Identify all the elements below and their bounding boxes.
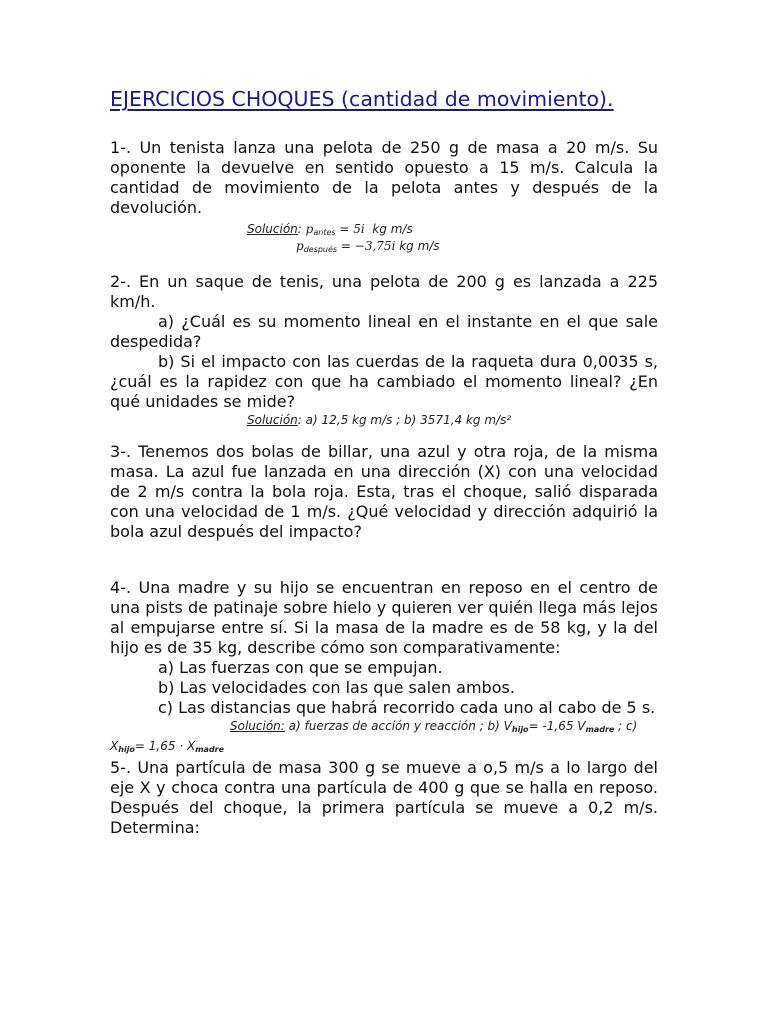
solution-label: Solución (247, 222, 298, 236)
x-symbol: X (110, 739, 119, 753)
solution-label: Solución (247, 413, 298, 427)
page-title: EJERCICIOS CHOQUES (cantidad de movimiento). (110, 87, 614, 111)
solution-label: Solución: (230, 719, 285, 733)
momentum-symbol: p (296, 239, 304, 253)
exercise-4-item-a: a) Las fuerzas con que se empujan. (158, 658, 443, 677)
despues-subscript: después (303, 245, 338, 254)
antes-unit: kg m/s (372, 222, 413, 236)
madre-subscript: madre (585, 725, 615, 734)
exercise-4-item-c: c) Las distancias que habrá recorrido cada uno al cabo de 5 s. (158, 698, 656, 717)
exercise-1-solution (110, 218, 658, 258)
solution-part-c: ; c) (614, 719, 638, 733)
exercise-2-text: 2-. En un saque de tenis, una pelota de 200 g es lanzada a 225 km/h. (110, 272, 658, 311)
solution-line-despues (296, 238, 440, 258)
exercise-4-solution (110, 718, 658, 758)
exercise-1-text: 1-. Un tenista lanza una pelota de 250 g de masa a 20 m/s. Su oponente la devuelve en sentido opuesto a 15 m/s. Calcula la cantidad de movimiento de la pelota antes y después de la devolución. (110, 138, 658, 217)
exercise-3-text: 3-. Tenemos dos bolas de billar, una azul y otra roja, de la misma masa. La azul fue lanzada en una dirección (X) con una velocidad de 2 m/s contra la bola roja. Esta, tras el choque, salió disparada con una velocidad de 1 m/s. ¿Qué velocidad y dirección adquirió la bola azul después del impacto? (110, 442, 658, 541)
document-page (110, 86, 658, 838)
despues-value: = −3,75i (340, 239, 396, 253)
solution-colon: : (297, 222, 302, 236)
exercise-5-text: 5-. Una partícula de masa 300 g se mueve a o,5 m/s a lo largo del eje X y choca contra una partícula de 400 g que se halla en reposo. Después del choque, la primera partícula se mueve a 0,2 m/s. Determina: (110, 758, 658, 837)
exercise-2-solution (110, 412, 658, 428)
exercise-2-item-a: a) ¿Cuál es su momento lineal en el instante en el que sale despedida? (110, 312, 658, 351)
solution-part-b: = -1,65 V (528, 719, 586, 733)
hijo-subscript: hijo (511, 725, 529, 734)
solution-text: : a) 12,5 kg m/s ; b) 3571,4 kg m/s² (297, 413, 512, 427)
exercise-2-item-b: b) Si el impacto con las cuerdas de la raqueta dura 0,0035 s, ¿cuál es la rapidez con que ha cambiado el momento lineal? ¿En qué unidades se mide? (110, 352, 658, 411)
hijo-subscript: hijo (118, 745, 135, 754)
exercise-4-item-b: b) Las velocidades con las que salen ambos. (158, 678, 515, 697)
solution-x-relation: = 1,65 · X (134, 739, 196, 753)
antes-subscript: antes (313, 228, 336, 237)
antes-value: = 5i (339, 222, 365, 236)
exercise-4-text: 4-. Una madre y su hijo se encuentran en reposo en el centro de una pists de patinaje sobre hielo y quieren ver quién llega más lejos al empujarse entre sí. Si la masa de la madre es de 58 kg, y la del hijo es de 35 kg, describe cómo son comparativamente: (110, 578, 658, 657)
madre-subscript: madre (195, 745, 225, 754)
momentum-symbol: p (305, 222, 314, 236)
solution-part-a: a) fuerzas de acción y reacción ; b) V (284, 719, 512, 733)
despues-unit: kg m/s (399, 239, 440, 253)
